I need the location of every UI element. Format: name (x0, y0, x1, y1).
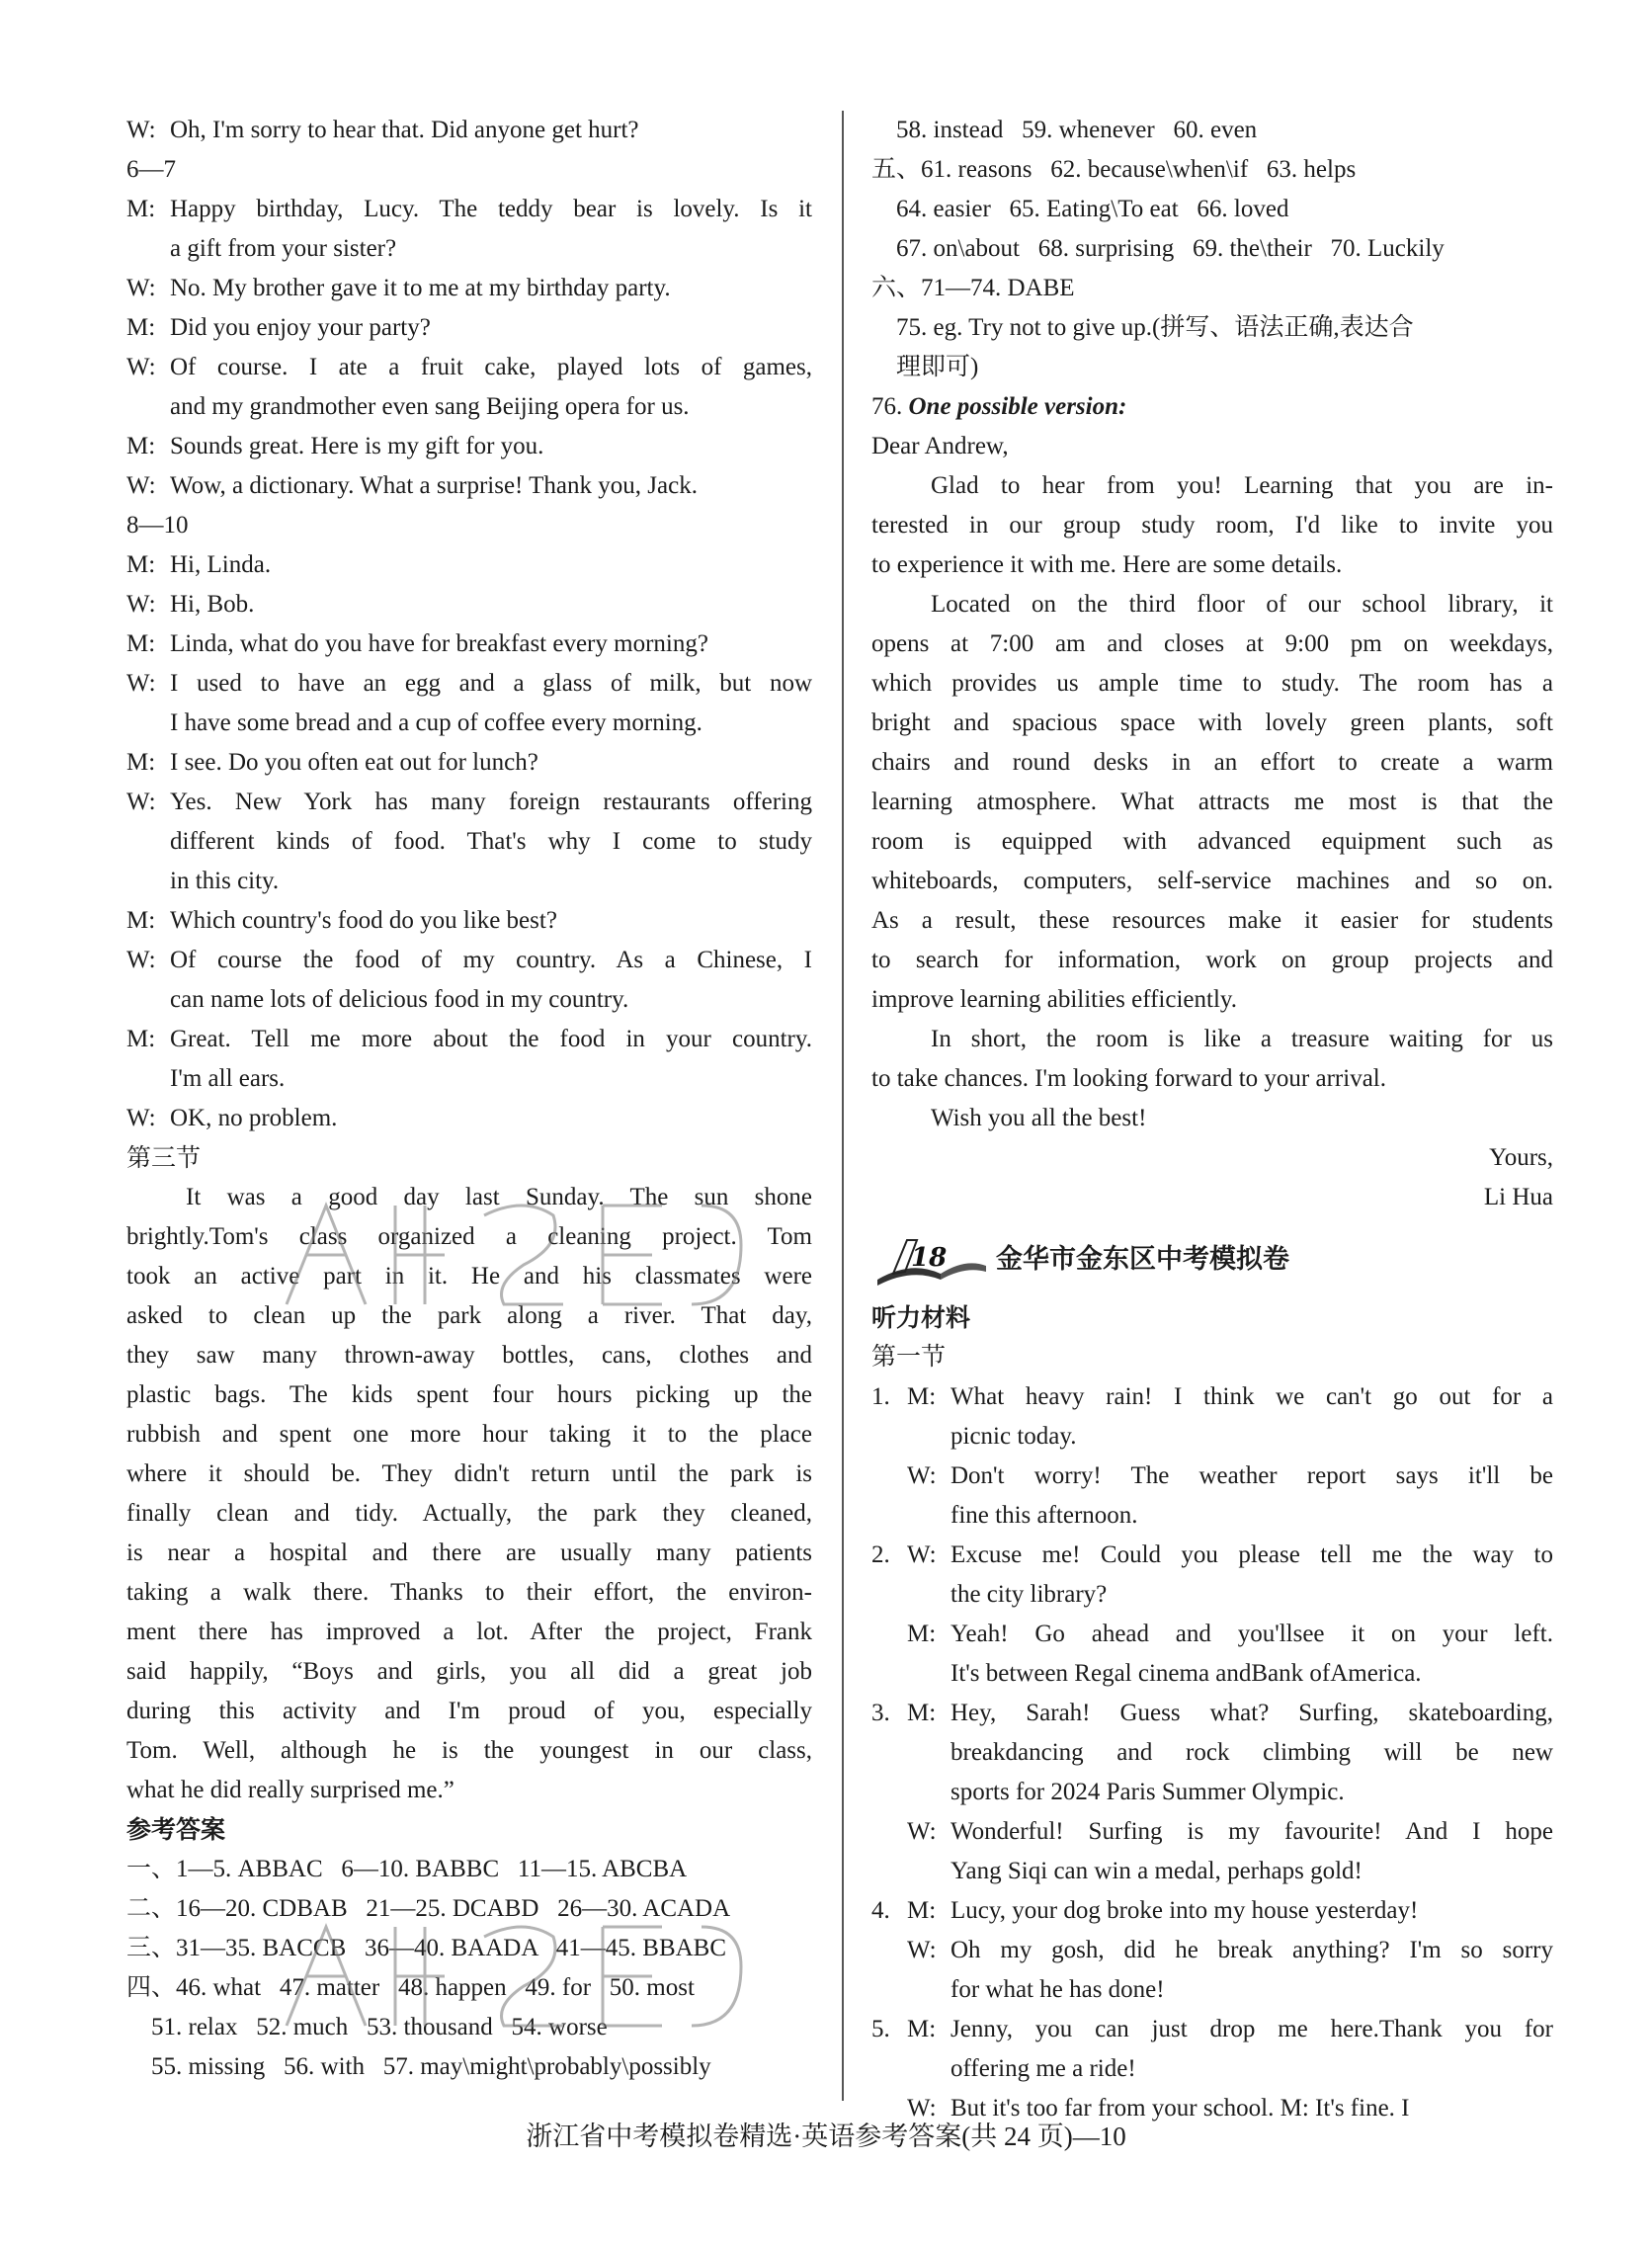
dialog-text: and my grandmother even sang Beijing opera for us. (170, 393, 690, 420)
speaker-label: W: (126, 1105, 156, 1131)
dialog-line (126, 624, 812, 664)
dialog-text: What heavy rain! I think we can't go out for a (950, 1383, 1553, 1410)
text-line: what he did really surprised me.” (126, 1777, 454, 1803)
speaker-label: W: (126, 472, 156, 499)
speaker-label: W: (907, 1937, 937, 1963)
dialog-line (126, 1099, 812, 1138)
text-line: chairs and round desks in an effort to create a warm (871, 749, 1553, 776)
question-number (871, 1496, 907, 1536)
speaker-label: M: (126, 630, 156, 657)
speaker-label: W: (126, 670, 156, 697)
dialog-text: I used to have an egg and a glass of milk, but now (170, 670, 812, 697)
speaker-label: M: (907, 1621, 937, 1647)
question-number (871, 2049, 907, 2089)
speaker-label: M: (126, 1026, 156, 1052)
banner-number: 18 (911, 1243, 948, 1273)
text-line: Tom. Well, although he is the youngest in our class, (126, 1737, 812, 1764)
speaker-label (126, 822, 170, 862)
dialog-line (126, 545, 812, 585)
dialog-text: different kinds of food. That's why I come to study (170, 828, 812, 855)
dialog-text: can name lots of delicious food in my country. (170, 986, 629, 1013)
text-line: It was a good day last Sunday. The sun shone (186, 1184, 812, 1210)
speaker-label: W: (126, 275, 156, 301)
speaker-label: W: (126, 789, 156, 815)
question-number (871, 1615, 907, 1654)
question-number (871, 1852, 907, 1891)
right-column (871, 111, 1553, 2128)
speaker-label: M: (907, 1383, 937, 1410)
listening-line (871, 1931, 1553, 1970)
speaker-label: M: (126, 433, 156, 459)
essay-heading (871, 387, 1553, 427)
speaker-label (126, 1059, 170, 1099)
text-line: room is equipped with advanced equipment such as (871, 828, 1553, 855)
dialog-text: for what he has done! (950, 1976, 1165, 2003)
speaker-label (907, 2049, 950, 2089)
speaker-label (126, 387, 170, 427)
dialog-text: a gift from your sister? (170, 235, 397, 262)
dialog-text: OK, no problem. (170, 1105, 338, 1131)
dialog-text: picnic today. (950, 1423, 1077, 1450)
speaker-label: M: (907, 1700, 937, 1726)
dialog-line (126, 190, 812, 229)
listening-line (871, 1694, 1553, 1733)
answer-line: 58. instead 59. whenever 60. even (871, 117, 1258, 143)
dialog-text: I have some bread and a cup of coffee every morning. (170, 709, 702, 736)
speaker-label: M: (126, 551, 156, 578)
dialog-line (126, 862, 812, 901)
text-line: they saw many thrown-away bottles, cans, clothes and (126, 1342, 812, 1369)
speaker-label: M: (126, 196, 156, 222)
text-line: As a result, these resources make it easier for students (871, 907, 1553, 934)
section-label-6-7: 6—7 (126, 156, 176, 183)
answer-line: 六、71—74. DABE (871, 275, 1075, 301)
text-line: rubbish and spent one more hour taking it to the place (126, 1421, 812, 1448)
dialog-text: Yes. New York has many foreign restaurants offering (170, 789, 812, 815)
text-line: Located on the third floor of our school library, it (931, 591, 1553, 618)
speaker-label (126, 704, 170, 743)
answer-line: 55. missing 56. with 57. may\might\probably\possibly (126, 2053, 711, 2080)
answer-line: 四、46. what 47. matter 48. happen 49. for 50. most (126, 1974, 695, 2001)
question-number (871, 1773, 907, 1812)
dialog-line (126, 1059, 812, 1099)
text-line: learning atmosphere. What attracts me most is that the (871, 789, 1553, 815)
text-line: where it should be. They didn't return until the park is (126, 1460, 812, 1487)
listening-line (871, 2010, 1553, 2049)
section-one-title: 第一节 (871, 1344, 947, 1371)
listening-line (871, 1733, 1553, 1773)
question-number (871, 1575, 907, 1615)
book-emblem-icon (871, 1230, 990, 1290)
text-line: terested in our group study room, I'd like to invite you (871, 512, 1553, 539)
dialog-text: sports for 2024 Paris Summer Olympic. (950, 1779, 1345, 1805)
question-number (871, 1812, 907, 1852)
dialog-text: Hi, Linda. (170, 551, 272, 578)
question-number (871, 1733, 907, 1773)
speaker-label: M: (126, 907, 156, 934)
answer-line: 75. eg. Try not to give up.(拼写、语法正确,表达合 (871, 314, 1414, 341)
listening-line (871, 1575, 1553, 1615)
listening-line (871, 1417, 1553, 1456)
essay-paragraph-3 (871, 1020, 1553, 1099)
speaker-label (907, 1970, 950, 2010)
text-line: to search for information, work on group projects and (871, 947, 1553, 973)
text-line: said happily, “Boys and girls, you all did a great job (126, 1658, 812, 1685)
question-number: 4. (871, 1897, 890, 1924)
dialog-text: Excuse me! Could you please tell me the way to (950, 1541, 1553, 1568)
dialog-line (126, 387, 812, 427)
dialog-text: fine this afternoon. (950, 1502, 1138, 1529)
dialog-text: Happy birthday, Lucy. The teddy bear is lovely. Is it (170, 196, 812, 222)
speaker-label: W: (907, 2095, 937, 2122)
text-line: In short, the room is like a treasure waiting for us (931, 1026, 1553, 1052)
dialog-text: Linda, what do you have for breakfast every morning? (170, 630, 708, 657)
listening-line (871, 1852, 1553, 1891)
dialog-line (126, 941, 812, 980)
dialog-text: Jenny, you can just drop me here.Thank you for (950, 2016, 1553, 2042)
text-line: which provides us ample time to study. The room has a (871, 670, 1553, 697)
watermark-icon (267, 1186, 781, 1324)
dialog-6-7 (126, 190, 812, 506)
essay-paragraph-2 (871, 585, 1553, 1020)
answer-line: 51. relax 52. much 53. thousand 54. worse (126, 2014, 608, 2040)
dialog-text: Sounds great. Here is my gift for you. (170, 433, 544, 459)
speaker-label (126, 980, 170, 1020)
section-three-title: 第三节 (126, 1143, 202, 1172)
answer-line: 五、61. reasons 62. because\when\if 63. helps (871, 156, 1357, 183)
dialog-line (126, 585, 812, 624)
dialog-text: Don't worry! The weather report says it'll be (950, 1462, 1553, 1489)
section-label-8-10: 8—10 (126, 512, 189, 539)
dialog-text: Hi, Bob. (170, 591, 255, 618)
dialog-line (126, 743, 812, 783)
speaker-label: W: (126, 591, 156, 618)
speaker-label (907, 1496, 950, 1536)
watermark-icon-2 (267, 1907, 781, 2045)
speaker-label: M: (126, 749, 156, 776)
dialog-text: Of course. I ate a fruit cake, played lots of games, (170, 354, 812, 380)
question-number (871, 1456, 907, 1496)
listening-line (871, 1536, 1553, 1575)
listening-line (871, 1615, 1553, 1654)
question-number (871, 1654, 907, 1694)
dialog-text: But it's too far from your school. M: It's fine. I (950, 2095, 1410, 2122)
speaker-label: W: (907, 1462, 937, 1489)
speaker-label (126, 229, 170, 269)
answer-line: 二、16—20. CDBAB 21—25. DCABD 26—30. ACADA (126, 1895, 731, 1922)
text-line: to take chances. I'm looking forward to your arrival. (871, 1065, 1386, 1092)
listening-line (871, 1377, 1553, 1417)
dialog-text: Which country's food do you like best? (170, 907, 557, 934)
answer-line: 64. easier 65. Eating\To eat 66. loved (871, 196, 1289, 222)
essay-number: 76. (871, 393, 903, 420)
speaker-label: W: (126, 117, 156, 143)
question-number: 3. (871, 1700, 890, 1726)
dialog-text: Hey, Sarah! Guess what? Surfing, skateboarding, (950, 1700, 1553, 1726)
text-line: during this activity and I'm proud of you, especially (126, 1698, 812, 1724)
listening-line (871, 1773, 1553, 1812)
dialog-line (126, 269, 812, 308)
left-column (126, 111, 812, 2087)
dialog-line (126, 466, 812, 506)
dialog-line (126, 664, 812, 704)
speaker-label (907, 1733, 950, 1773)
speaker-label: M: (126, 314, 156, 341)
dialog-text: Of course the food of my country. As a Chinese, I (170, 947, 812, 973)
dialog-line (126, 308, 812, 348)
listening-line (871, 1970, 1553, 2010)
speaker-label (907, 1575, 950, 1615)
signature: Li Hua (1483, 1184, 1553, 1210)
speaker-label (126, 862, 170, 901)
speaker-label: W: (126, 947, 156, 973)
text-line: whiteboards, computers, self-service machines and so on. (871, 868, 1553, 894)
dialog-line (126, 901, 812, 941)
essay-paragraph-1 (871, 466, 1553, 585)
text-line: Glad to hear from you! Learning that you are in- (931, 472, 1553, 499)
dialog-line (126, 783, 812, 822)
banner-title: 金华市金东区中考模拟卷 (996, 1244, 1289, 1275)
speaker-label (907, 1852, 950, 1891)
dialog-text: Great. Tell me more about the food in your country. (170, 1026, 812, 1052)
text-line: is near a hospital and there are usually many patients (126, 1540, 812, 1566)
dialog-line (126, 704, 812, 743)
text-line: taking a walk there. Thanks to their effort, the environ- (126, 1579, 812, 1606)
speaker-label: M: (907, 1897, 937, 1924)
answer-line: 三、31—35. BACCB 36—40. BAADA 41—45. BBABC (126, 1935, 727, 1961)
dialog-text: No. My brother gave it to me at my birthday party. (170, 275, 671, 301)
question-number (871, 1417, 907, 1456)
wish-line: Wish you all the best! (931, 1105, 1147, 1131)
dialog-text: Yeah! Go ahead and you'llsee it on your left. (950, 1621, 1553, 1647)
listening-dialogs (871, 1377, 1553, 2128)
speaker-label: W: (907, 1818, 937, 1845)
text-line: took an active part in it. He and his classmates were (126, 1263, 812, 1290)
dialog-line (126, 229, 812, 269)
text-line: finally clean and tidy. Actually, the park they cleaned, (126, 1500, 812, 1527)
dialog-line (126, 1020, 812, 1059)
dialog-line (126, 348, 812, 387)
question-number: 5. (871, 2016, 890, 2042)
dialog-text: the city library? (950, 1581, 1108, 1608)
dialog-text: Yang Siqi can win a medal, perhaps gold! (950, 1858, 1363, 1884)
listening-line (871, 1654, 1553, 1694)
question-number: 1. (871, 1383, 890, 1410)
speaker-label (907, 1654, 950, 1694)
dialog-text: Lucy, your dog broke into my house yesterday! (950, 1897, 1419, 1924)
column-divider (842, 111, 844, 2101)
page-footer: 浙江省中考模拟卷精选·英语参考答案(共 24 页)—10 (526, 2122, 1126, 2151)
answer-list-right (871, 111, 1553, 387)
dialog-text: Wow, a dictionary. What a surprise! Thank you, Jack. (170, 472, 698, 499)
text-line: to experience it with me. Here are some details. (871, 551, 1343, 578)
speaker-label: W: (126, 354, 156, 380)
text-line: bright and spacious space with lovely green plants, soft (871, 709, 1553, 736)
listening-line (871, 1812, 1553, 1852)
dialog-text: Did you enjoy your party? (170, 314, 431, 341)
dialog-top (126, 111, 812, 150)
question-number (871, 1931, 907, 1970)
answer-line: 理即可) (871, 354, 979, 380)
text-line: improve learning abilities efficiently. (871, 986, 1238, 1013)
listening-line (871, 1891, 1553, 1931)
listening-line (871, 2049, 1553, 2089)
speaker-label: M: (907, 2016, 937, 2042)
question-number: 2. (871, 1541, 890, 1568)
dialog-text: breakdancing and rock climbing will be new (950, 1739, 1553, 1766)
dialog-text: Oh my gosh, did he break anything? I'm so sorry (950, 1937, 1553, 1963)
listening-line (871, 1496, 1553, 1536)
closing: Yours, (1489, 1144, 1553, 1171)
dialog-line (126, 111, 812, 150)
dialog-text: Wonderful! Surfing is my favourite! And I hope (950, 1818, 1553, 1845)
listening-line (871, 1456, 1553, 1496)
dialog-text: I'm all ears. (170, 1065, 286, 1092)
dialog-line (126, 822, 812, 862)
text-line: asked to clean up the park along a river. That day, (126, 1302, 812, 1329)
text-line: brightly.Tom's class organized a cleaning project. Tom (126, 1223, 812, 1250)
dialog-text: I see. Do you often eat out for lunch? (170, 749, 538, 776)
dialog-text: in this city. (170, 868, 280, 894)
dialog-line (126, 980, 812, 1020)
dialog-text: Oh, I'm sorry to hear that. Did anyone get hurt? (170, 117, 639, 143)
text-line: opens at 7:00 am and closes at 9:00 pm on weekdays, (871, 630, 1553, 657)
question-number (871, 1970, 907, 2010)
listening-title: 听力材料 (871, 1303, 971, 1332)
answers-title: 参考答案 (126, 1815, 226, 1844)
text-line: plastic bags. The kids spent four hours picking up the (126, 1381, 812, 1408)
dialog-8-10 (126, 545, 812, 1138)
text-line: ment there has improved a lot. After the project, Frank (126, 1619, 812, 1645)
salutation: Dear Andrew, (871, 433, 1009, 459)
speaker-label: W: (907, 1541, 937, 1568)
section-banner (871, 1225, 1553, 1294)
essay-label: One possible version: (908, 393, 1127, 420)
speaker-label (907, 1773, 950, 1812)
dialog-text: offering me a ride! (950, 2055, 1136, 2082)
answer-line: 67. on\about 68. surprising 69. the\their 70. Luckily (871, 235, 1445, 262)
answer-line: 一、1—5. ABBAC 6—10. BABBC 11—15. ABCBA (126, 1856, 688, 1882)
dialog-line (126, 427, 812, 466)
speaker-label (907, 1417, 950, 1456)
dialog-text: It's between Regal cinema andBank ofAmerica. (950, 1660, 1422, 1687)
